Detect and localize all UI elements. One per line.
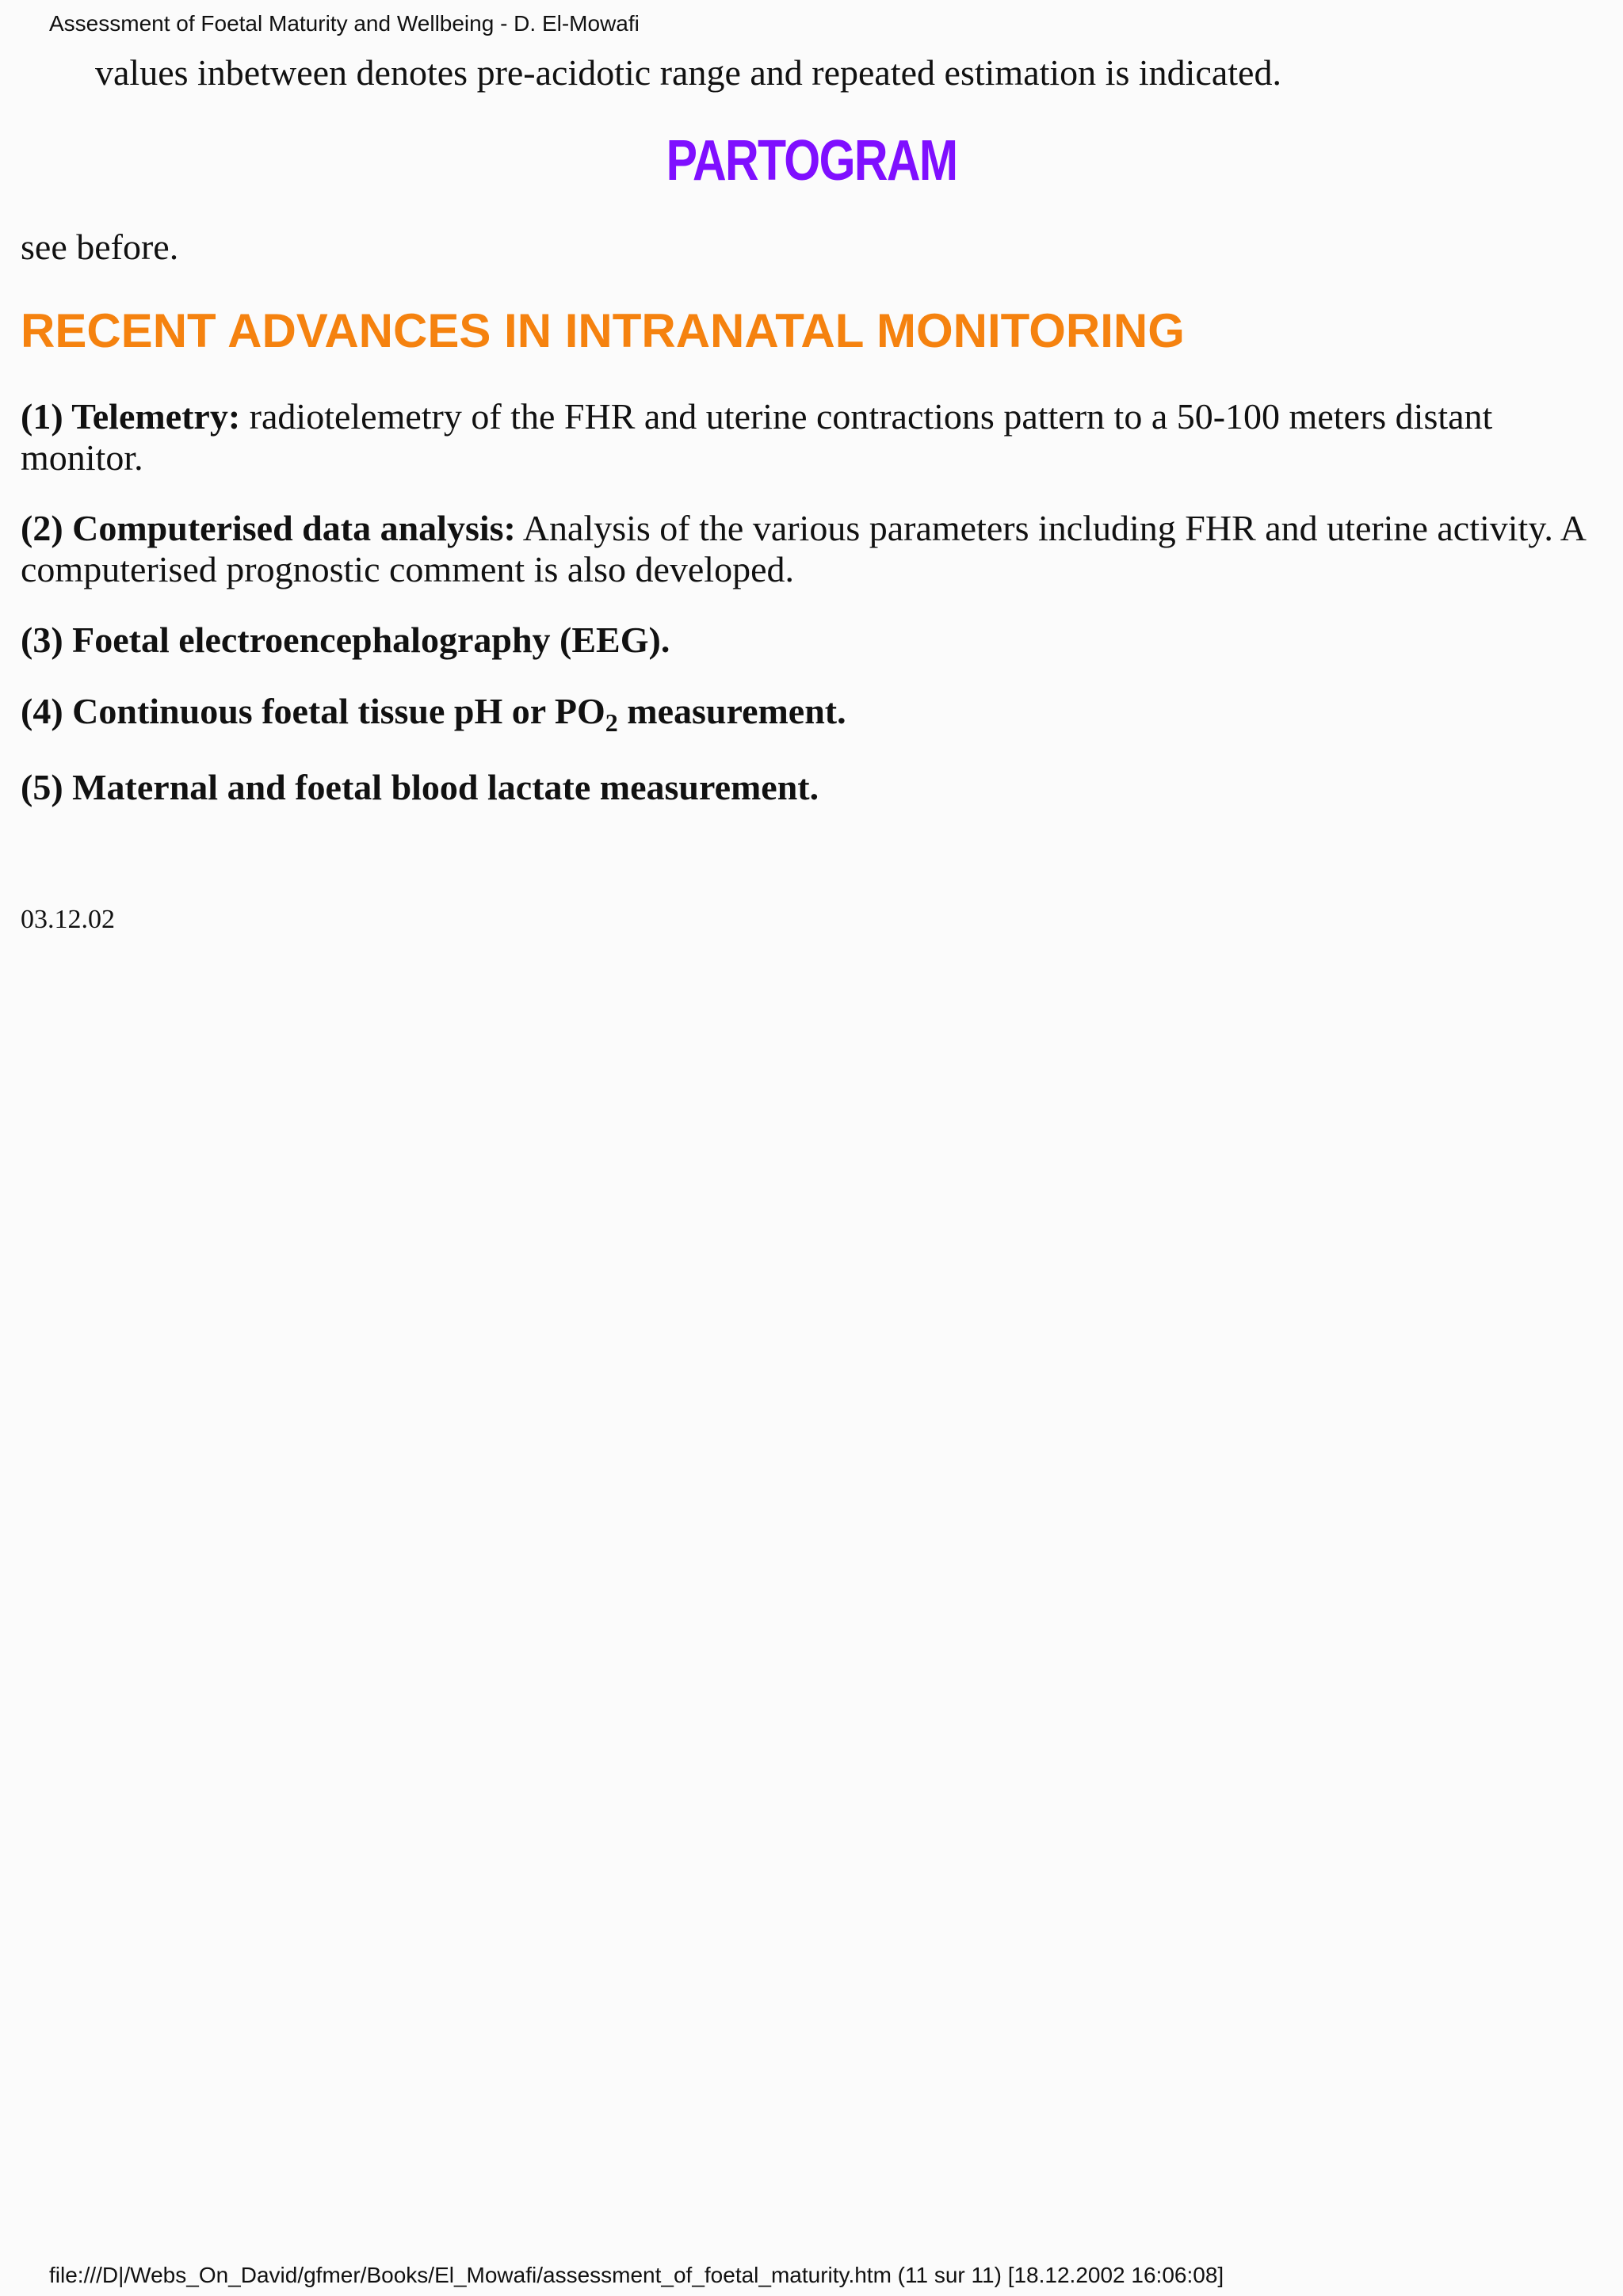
- document-date: 03.12.02: [21, 905, 115, 934]
- list-item: [21, 396, 1606, 479]
- section-heading: RECENT ADVANCES IN INTRANATAL MONITORING: [21, 304, 1185, 357]
- item-label: (3) Foetal electroencephalography (EEG).: [21, 620, 670, 660]
- list-item: [21, 691, 1606, 737]
- item-text: radiotelemetry of the FHR and uterine contractions pattern to a 50-100 meters distant monitor.: [21, 396, 1493, 478]
- partogram-heading: PARTOGRAM: [666, 129, 957, 193]
- page-header-title: Assessment of Foetal Maturity and Wellbeing - D. El-Mowafi: [49, 11, 640, 36]
- item-text: Analysis of the various parameters including FHR and uterine activity. A computerised prognostic comment is also developed.: [21, 508, 1585, 589]
- list-item: [21, 767, 1606, 808]
- list-item: [21, 620, 1606, 661]
- footer-url: file:///D|/Webs_On_David/gfmer/Books/El_Mowafi/assessment_of_foetal_maturity.htm (11 sur 11) [18.12.2002 16:06:08]: [49, 2263, 1224, 2287]
- item-label: [21, 691, 846, 737]
- see-before-text: see before.: [21, 227, 179, 267]
- item-label: (1) Telemetry:: [21, 396, 241, 437]
- item-label-end: measurement.: [617, 691, 846, 731]
- item-label: (2) Computerised data analysis:: [21, 508, 516, 548]
- item-label-start: (4) Continuous foetal tissue pH or PO: [21, 691, 605, 731]
- item-label-subscript: 2: [605, 708, 618, 737]
- item-label: (5) Maternal and foetal blood lactate measurement.: [21, 767, 819, 807]
- list-item: [21, 508, 1606, 590]
- lead-paragraph: values inbetween denotes pre-acidotic range and repeated estimation is indicated.: [95, 52, 1281, 93]
